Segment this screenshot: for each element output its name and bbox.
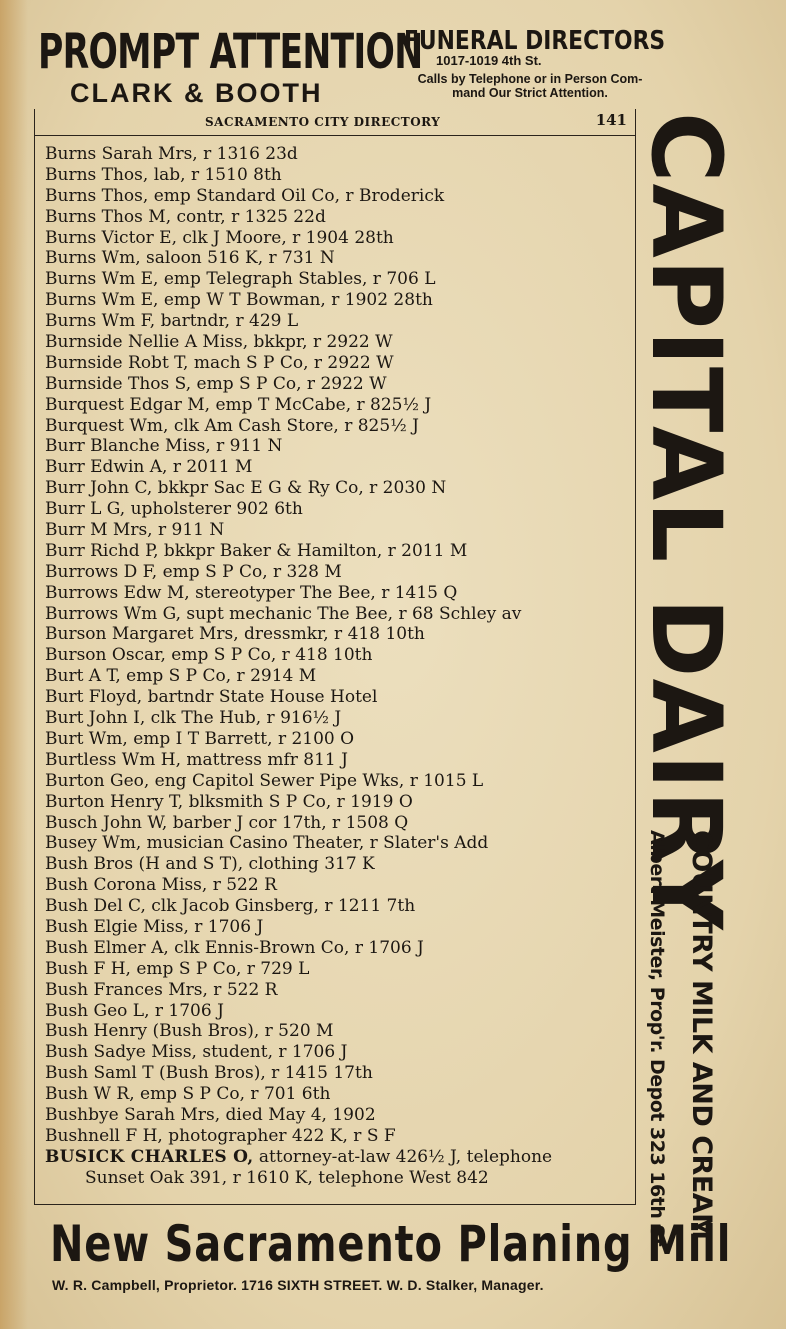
directory-entry: Bush Corona Miss, r 522 R	[45, 875, 277, 896]
directory-entry: Burns Victor E, clk J Moore, r 1904 28th	[45, 227, 394, 248]
header-advertisement	[0, 0, 786, 108]
directory-entry: Burson Margaret Mrs, dressmkr, r 418 10th	[45, 624, 425, 645]
entry-bold-name: BUSICK CHARLES O,	[45, 1146, 254, 1167]
ad-calls-text	[380, 72, 680, 100]
directory-entry: Burns Thos, lab, r 1510 8th	[45, 164, 282, 185]
page-number: 141	[595, 111, 627, 129]
directory-entry: Burns Sarah Mrs, r 1316 23d	[45, 144, 298, 164]
directory-entry: Burrows D F, emp S P Co, r 328 M	[45, 561, 342, 582]
directory-entry: Burr Richd P, bkkpr Baker & Hamilton, r 2011 M	[45, 540, 468, 561]
directory-entry: Burns Wm, saloon 516 K, r 731 N	[45, 248, 335, 269]
directory-entry: Burns Thos, emp Standard Oil Co, r Broderick	[45, 185, 445, 206]
directory-entry: Burrows Edw M, stereotyper The Bee, r 1415 Q	[45, 582, 458, 603]
directory-entry: Bushbye Sarah Mrs, died May 4, 1902	[45, 1104, 376, 1125]
directory-entry: Burr Blanche Miss, r 911 N	[45, 436, 283, 457]
directory-listing	[34, 109, 636, 1205]
entry-bold-rest: attorney-at-law 426½ J, telephone	[253, 1146, 553, 1167]
side-ad-capital-dairy: CAPITAL DAIRY	[630, 112, 742, 931]
directory-entry: Burquest Edgar M, emp T McCabe, r 825½ J	[45, 394, 432, 415]
directory-entry: Burtless Wm H, mattress mfr 811 J	[45, 749, 348, 770]
directory-entry: Bush Del C, clk Jacob Ginsberg, r 1211 7th	[45, 896, 416, 917]
ad-calls-line-1: Calls by Telephone or in Person Com-	[417, 72, 643, 86]
directory-entry: Busch John W, barber J cor 17th, r 1508 Q	[45, 812, 409, 833]
directory-entry: Burr M Mrs, r 911 N	[45, 520, 225, 541]
footer-ad-name: New Sacramento Planing Mill	[50, 1215, 732, 1273]
directory-entry: Bush Sadye Miss, student, r 1706 J	[45, 1042, 348, 1063]
directory-entry: Bush Bros (H and S T), clothing 317 K	[45, 854, 375, 875]
running-head-title: SACRAMENTO CITY DIRECTORY	[205, 115, 441, 129]
directory-entry: Burns Wm E, emp W T Bowman, r 1902 28th	[45, 290, 433, 311]
directory-entry: Burnside Thos S, emp S P Co, r 2922 W	[45, 373, 387, 394]
directory-entry: Bush Elgie Miss, r 1706 J	[45, 916, 264, 937]
directory-entry: Bush Geo L, r 1706 J	[45, 1000, 224, 1021]
directory-entry: Burr Edwin A, r 2011 M	[45, 457, 253, 478]
directory-entry: Busey Wm, musician Casino Theater, r Slater's Add	[45, 833, 489, 854]
side-ad-proprietor: Albert Meister, Prop'r. Depot 323 16th St.	[646, 830, 668, 1253]
directory-entry: Burns Thos M, contr, r 1325 22d	[45, 206, 326, 227]
directory-entry: Burson Oscar, emp S P Co, r 418 10th	[45, 645, 373, 666]
directory-entry: Burquest Wm, clk Am Cash Store, r 825½ J	[45, 415, 419, 436]
directory-entry: Burton Geo, eng Capitol Sewer Pipe Wks, r 1015 L	[45, 770, 484, 791]
directory-entry-continuation: Sunset Oak 391, r 1610 K, telephone West 842	[85, 1167, 489, 1188]
directory-entry: Bush W R, emp S P Co, r 701 6th	[45, 1084, 331, 1105]
ad-calls-line-2: mand Our Strict Attention.	[452, 86, 608, 100]
entries-list	[45, 144, 635, 1189]
directory-entry: Bush Saml T (Bush Bros), r 1415 17th	[45, 1063, 373, 1084]
directory-entry: Bush Henry (Bush Bros), r 520 M	[45, 1021, 334, 1042]
directory-entry: Burnside Robt T, mach S P Co, r 2922 W	[45, 352, 394, 373]
ad-address: 1017-1019 4th St.	[436, 53, 542, 68]
directory-entry: Bush F H, emp S P Co, r 729 L	[45, 958, 310, 979]
directory-entry: Burns Wm F, bartndr, r 429 L	[45, 311, 299, 332]
directory-entry: Burton Henry T, blksmith S P Co, r 1919 O	[45, 791, 413, 812]
directory-entry: Burr John C, bkkpr Sac E G & Ry Co, r 2030 N	[45, 478, 447, 499]
directory-entry: Burr L G, upholsterer 902 6th	[45, 499, 303, 520]
running-head	[35, 109, 635, 136]
directory-entry: Burns Wm E, emp Telegraph Stables, r 706 L	[45, 269, 436, 290]
ad-firm-name: CLARK & BOOTH	[70, 78, 323, 108]
directory-entry: Burt John I, clk The Hub, r 916½ J	[45, 708, 342, 729]
directory-entry: Bush Elmer A, clk Ennis-Brown Co, r 1706 J	[45, 937, 424, 958]
directory-entry: Burt Wm, emp I T Barrett, r 2100 O	[45, 728, 355, 749]
ad-service: FUNERAL DIRECTORS	[404, 26, 666, 56]
directory-entry-bold	[45, 1147, 635, 1168]
directory-entry: Burt Floyd, bartndr State House Hotel	[45, 687, 378, 708]
directory-entry: Burnside Nellie A Miss, bkkpr, r 2922 W	[45, 332, 393, 353]
footer-ad-details: W. R. Campbell, Proprietor. 1716 SIXTH STREET. W. D. Stalker, Manager.	[52, 1277, 544, 1293]
directory-entry: Burrows Wm G, supt mechanic The Bee, r 68 Schley av	[45, 603, 522, 624]
directory-entry: Bushnell F H, photographer 422 K, r S F	[45, 1125, 396, 1146]
side-ad-product: COUNTRY MILK AND CREAM	[686, 830, 717, 1240]
directory-entry: Bush Frances Mrs, r 522 R	[45, 979, 278, 1000]
ad-headline: PROMPT ATTENTION	[38, 24, 423, 80]
directory-entry: Burt A T, emp S P Co, r 2914 M	[45, 666, 317, 687]
